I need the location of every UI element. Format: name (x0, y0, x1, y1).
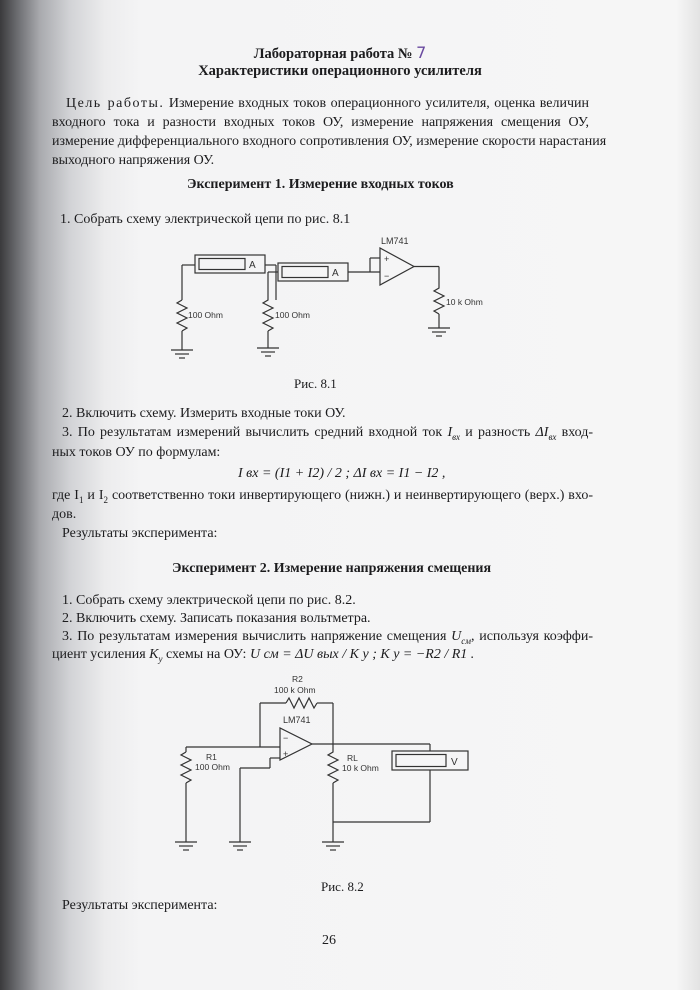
purpose-text-1: Измерение входных токов операционного усилителя, оценка величин (168, 96, 590, 111)
exp1-title: Эксперимент 1. Измерение входных токов (187, 177, 454, 192)
exp1-step3-text-c: вход- (561, 425, 594, 440)
page-number: 26 (322, 933, 336, 948)
symbol-k: K (149, 647, 159, 662)
symbol-u-offset-sub: см (461, 635, 472, 646)
exp2-results: Результаты эксперимента: (62, 898, 218, 913)
r1-value: 100 Ohm (195, 762, 230, 772)
resistor-r1 (181, 752, 191, 783)
symbol-i-in: I (447, 425, 453, 440)
opamp2-minus-sign: − (283, 733, 289, 743)
exp1-results: Результаты эксперимента: (62, 526, 218, 541)
exp1-step3-text-b: и разность (465, 425, 531, 440)
r2-value: 100 k Ohm (274, 685, 316, 695)
opamp2-label: LM741 (283, 715, 311, 725)
figure-8-1-caption: Рис. 8.1 (294, 376, 337, 391)
rl-name: RL (347, 753, 358, 763)
where-text-c: соответственно токи инвертирующего (нижн.) и неинвертирующего (верх.) вхо- (111, 488, 594, 503)
r2-name: R2 (292, 674, 303, 684)
symbol-delta-i-in: ΔI (535, 425, 549, 440)
opamp-plus-sign: + (384, 254, 390, 264)
exp1-formula: I вх = (I1 + I2) / 2 ; ΔI вх = I1 − I2 , (238, 466, 446, 481)
resistor-output-value: 10 k Ohm (446, 297, 483, 307)
where-sub-2: 2 (103, 494, 109, 505)
ammeter-1-label: A (249, 260, 256, 271)
purpose-line-4: выходного напряжения ОУ. (52, 153, 215, 168)
exp1-where-line2: дов. (52, 507, 77, 522)
voltmeter-label: V (451, 757, 458, 768)
figure-8-2-caption: Рис. 8.2 (321, 879, 364, 894)
lab-subtitle: Характеристики операционного усилителя (198, 63, 482, 79)
symbol-k-sub: y (158, 653, 163, 664)
exp1-step1: 1. Собрать схему электрической цепи по рис. 8.1 (60, 212, 351, 227)
rl-value: 10 k Ohm (342, 763, 379, 773)
exp2-step1: 1. Собрать схему электрической цепи по рис. 8.2. (62, 593, 356, 608)
resistor-middle-value: 100 Ohm (275, 310, 310, 320)
purpose-line-3: измерение дифференциального входного сопротивления ОУ, измерение скорости нарастания (52, 134, 607, 149)
where-text-b: и I (87, 488, 104, 503)
exp1-step3-text-a: 3. По результатам измерений вычислить средний входной ток (62, 425, 443, 440)
r1-name: R1 (206, 752, 217, 762)
symbol-i-in-sub: вх (452, 431, 461, 442)
ammeter-2-label: A (332, 268, 339, 279)
opamp2-plus-sign: + (283, 749, 289, 759)
resistor-r2 (286, 698, 317, 708)
exp2-title: Эксперимент 2. Измерение напряжения смещения (172, 561, 492, 576)
exp2-line2-text-b: схемы на ОУ: (165, 647, 247, 662)
lab-number-handwritten: 7 (416, 43, 427, 62)
voltmeter-display (396, 755, 446, 767)
resistor-left-value: 100 Ohm (188, 310, 223, 320)
resistor-rl (328, 744, 338, 783)
opamp-label: LM741 (381, 236, 409, 246)
exp2-step3-text-b: , используя коэффи- (471, 629, 594, 644)
exp2-line2-text-a: циент усиления (52, 647, 146, 662)
exp2-formula: U см = ΔU вых / K y ; K y = −R2 / R1 . (249, 647, 475, 662)
purpose-label: Цель работы. (66, 96, 165, 111)
exp1-step3-line2: ных токов ОУ по формулам: (52, 445, 221, 460)
where-text-a: где I (52, 488, 79, 503)
opamp-minus-sign: − (384, 271, 390, 281)
symbol-delta-i-in-sub: вх (548, 431, 557, 442)
where-sub-1: 1 (78, 494, 84, 505)
exp1-step2: 2. Включить схему. Измерить входные токи ОУ. (62, 406, 346, 421)
exp2-step2: 2. Включить схему. Записать показания вольтметра. (62, 611, 371, 626)
exp2-step3-text-a: 3. По результатам измерения вычислить напряжение смещения (62, 629, 447, 644)
lab-title-text: Лабораторная работа № (253, 46, 413, 62)
symbol-u-offset: U (451, 629, 462, 644)
purpose-line-2: входного тока и разности входных токов ОУ, измерение напряжения смещения ОУ, (52, 115, 589, 130)
